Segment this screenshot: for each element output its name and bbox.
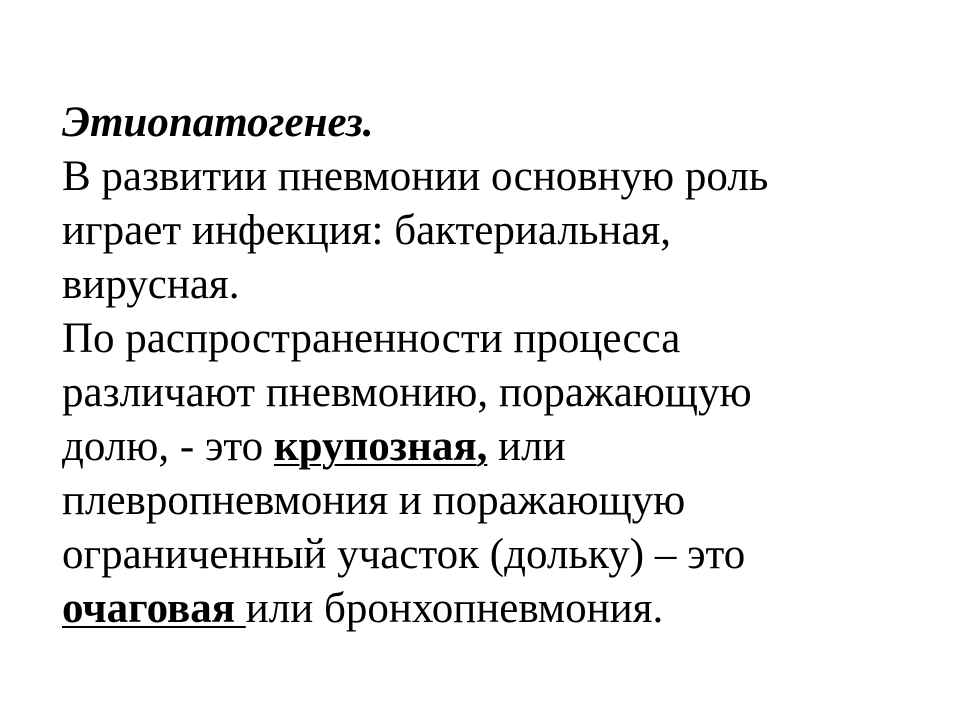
- slide-heading: Этиопатогенез.: [62, 99, 374, 146]
- term-focal: очаговая: [62, 585, 236, 632]
- text-line-6: [62, 420, 922, 474]
- text-line-5: различают пневмонию, поражающую: [62, 369, 752, 416]
- text-line-4: По распространенности процесса: [62, 315, 681, 362]
- term-croupous: крупозная,: [273, 423, 488, 470]
- text-line-2: играет инфекция: бактериальная,: [62, 207, 672, 254]
- text-fragment: или бронхопневмония.: [245, 585, 664, 632]
- text-fragment: или: [487, 423, 566, 470]
- text-fragment: долю, - это: [62, 423, 274, 470]
- text-line-1: В развитии пневмонии основную роль: [62, 153, 769, 200]
- text-line-7: плевропневмония и поражающую: [62, 477, 686, 524]
- text-line-8: ограниченный участок (дольку) – это: [62, 531, 746, 578]
- text-line-9: [62, 582, 922, 636]
- text-line-3: вирусная.: [62, 261, 240, 308]
- slide-text: [62, 96, 922, 636]
